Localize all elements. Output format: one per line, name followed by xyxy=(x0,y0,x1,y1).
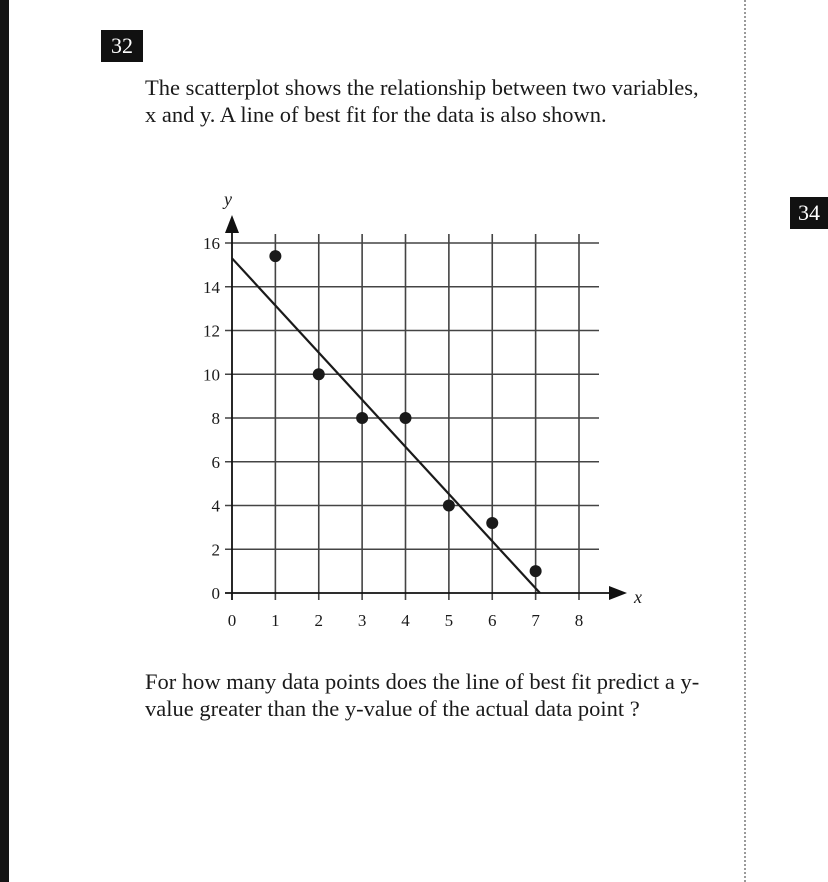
data-point xyxy=(486,517,498,529)
left-border-bar xyxy=(0,0,9,882)
y-axis-label: y xyxy=(224,189,232,209)
data-point xyxy=(269,250,281,262)
question-number-badge: 32 xyxy=(101,30,143,62)
y-axis-arrow-icon xyxy=(225,215,239,233)
x-tick-label: 0 xyxy=(227,611,237,630)
data-point xyxy=(400,412,412,424)
x-axis-label: x xyxy=(634,587,642,607)
y-tick-label: 2 xyxy=(211,540,220,560)
x-tick-label: 7 xyxy=(531,611,540,630)
best-fit-line xyxy=(232,258,540,593)
x-tick-label: 8 xyxy=(574,611,584,630)
column-divider xyxy=(744,0,746,882)
x-tick-label: 6 xyxy=(488,611,497,630)
x-axis-arrow-icon xyxy=(609,586,627,600)
x-tick-label: 1 xyxy=(271,611,280,630)
x-tick-label: 2 xyxy=(314,611,323,630)
data-point xyxy=(530,565,542,577)
data-point xyxy=(313,368,325,380)
data-point xyxy=(356,412,368,424)
question-prompt: The scatterplot shows the relationship between two variables, x and y. A line of best fit for the data is also shown. xyxy=(145,75,699,127)
x-tick-label: 4 xyxy=(401,611,410,630)
y-tick-label: 0 xyxy=(211,584,220,603)
x-tick-label: 5 xyxy=(444,611,454,630)
y-tick-label: 4 xyxy=(211,496,220,516)
scatterplot xyxy=(160,180,640,640)
y-tick-label: 14 xyxy=(203,277,220,297)
y-tick-label: 6 xyxy=(211,452,220,472)
question-text: For how many data points does the line of best fit predict a y-value greater than the y-value of the actual data point ? xyxy=(145,669,700,721)
x-tick-label: 3 xyxy=(357,611,367,630)
y-tick-label: 10 xyxy=(203,365,220,385)
data-point xyxy=(443,500,455,512)
y-tick-label: 12 xyxy=(203,321,220,341)
y-tick-label: 8 xyxy=(211,409,220,428)
y-tick-label: 16 xyxy=(203,234,220,253)
next-question-number-badge: 34 xyxy=(790,197,828,229)
